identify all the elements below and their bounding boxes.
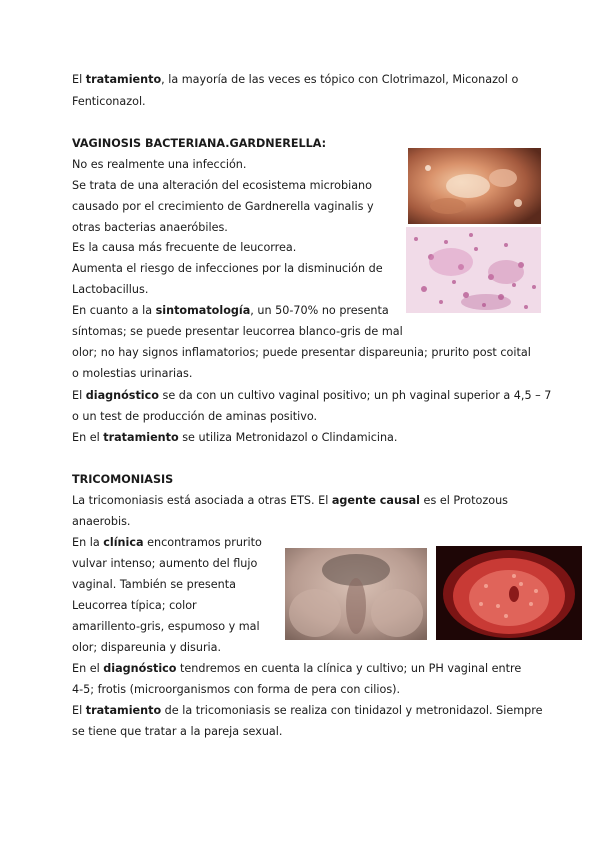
bold-term: diagnóstico — [103, 662, 177, 675]
tricomoniasis-line — [72, 704, 542, 718]
vaginosis-line: otras bacterias anaeróbiles. — [72, 221, 228, 234]
tricomoniasis-line: vulvar intenso; aumento del flujo — [72, 557, 258, 570]
vaginosis-line: No es realmente una infección. — [72, 158, 247, 171]
tricomoniasis-line: vaginal. También se presenta — [72, 578, 236, 591]
vaginosis-line: Aumenta el riesgo de infecciones por la disminución de — [72, 262, 383, 275]
text: tendremos en cuenta la clínica y cultivo; un PH vaginal entre — [176, 662, 522, 675]
text: El — [72, 73, 86, 86]
tricomoniasis-line — [72, 662, 521, 676]
vaginosis-line — [72, 431, 397, 445]
bold-term: tratamiento — [85, 704, 162, 717]
text: En el — [72, 662, 104, 675]
intro-line-2: Fenticonazol. — [72, 95, 146, 108]
vaginosis-line: síntomas; se puede presentar leucorrea blanco-gris de mal — [72, 325, 403, 338]
bold-term: clínica — [103, 536, 144, 549]
tricomoniasis-line: olor; dispareunia y disuria. — [72, 641, 222, 654]
text: de la tricomoniasis se realiza con tinidazol y metronidazol. Siempre — [161, 704, 543, 717]
vaginosis-line — [72, 389, 551, 403]
vaginosis-line: Se trata de una alteración del ecosistema microbiano — [72, 179, 372, 192]
vaginosis-line: causado por el crecimiento de Gardnerella vaginalis y — [72, 200, 374, 213]
text: El — [72, 704, 86, 717]
bold-term: diagnóstico — [85, 389, 159, 402]
intro-line-1 — [72, 73, 518, 87]
tricomoniasis-line: amarillento-gris, espumoso y mal — [72, 620, 260, 633]
clinical-photo-gardnerella — [408, 148, 541, 224]
text: En la — [72, 536, 104, 549]
tricomoniasis-line: 4-5; frotis (microorganismos con forma de pera con cilios). — [72, 683, 401, 696]
bold-term: sintomatología — [155, 304, 251, 317]
tricomoniasis-line: se tiene que tratar a la pareja sexual. — [72, 725, 283, 738]
text: se da con un cultivo vaginal positivo; un ph vaginal superior a 4,5 – 7 — [158, 389, 552, 402]
vaginosis-line: olor; no hay signos inflamatorios; puede presentar dispareunia; prurito post coital — [72, 346, 531, 359]
vaginosis-line — [72, 304, 389, 318]
section-heading-vaginosis: VAGINOSIS BACTERIANA.GARDNERELLA: — [72, 137, 327, 150]
text: En el — [72, 431, 104, 444]
text: En cuanto a la — [72, 304, 156, 317]
microscopy-photo-gardnerella — [406, 227, 541, 313]
tricomoniasis-line: anaerobis. — [72, 515, 131, 528]
vaginosis-line: Lactobacillus. — [72, 283, 149, 296]
vaginosis-line: o un test de producción de aminas positivo. — [72, 410, 318, 423]
text: , un 50-70% no presenta — [250, 304, 389, 317]
text: El — [72, 389, 86, 402]
text: se utiliza Metronidazol o Clindamicina. — [178, 431, 398, 444]
tricomoniasis-line — [72, 536, 262, 550]
clinical-photo-cervix — [436, 546, 582, 640]
bold-term: agente causal — [331, 494, 420, 507]
vaginosis-line: Es la causa más frecuente de leucorrea. — [72, 241, 297, 254]
tricomoniasis-line: Leucorrea típica; color — [72, 599, 197, 612]
text: encontramos prurito — [143, 536, 262, 549]
bold-term: tratamiento — [103, 431, 179, 444]
tricomoniasis-line — [72, 494, 508, 508]
text: La tricomoniasis está asociada a otras ETS. El — [72, 494, 332, 507]
text: es el Protozous — [420, 494, 508, 507]
clinical-photo-vulva — [285, 548, 427, 640]
text: , la mayoría de las veces es tópico con Clotrimazol, Miconazol o — [161, 73, 519, 86]
section-heading-tricomoniasis: TRICOMONIASIS — [72, 473, 174, 486]
bold-term: tratamiento — [85, 73, 162, 86]
vaginosis-line: o molestias urinarias. — [72, 367, 193, 380]
